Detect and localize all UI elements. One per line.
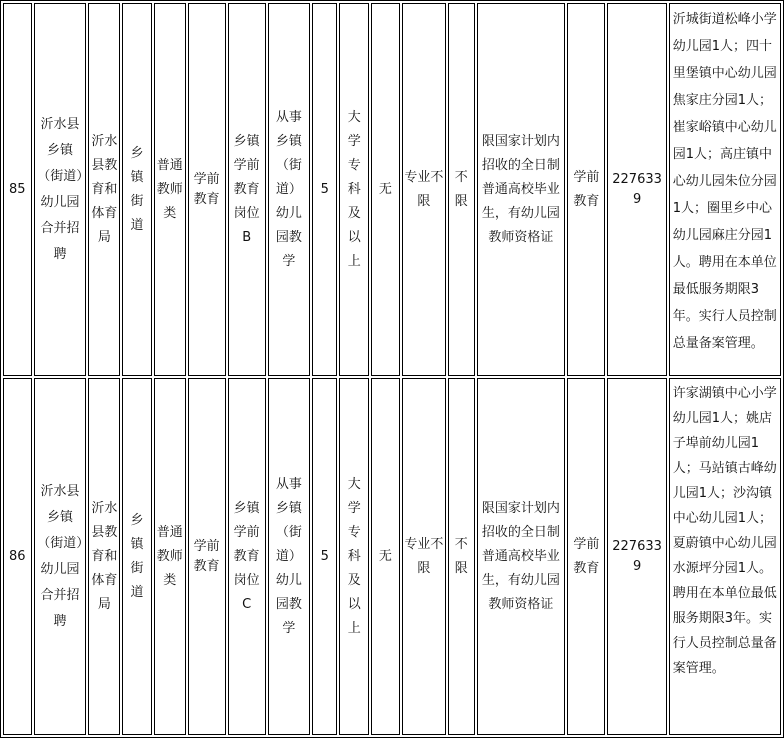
post-name-cell: 学前教育 — [188, 378, 226, 735]
duty-cell: 从事乡镇（街道）幼儿园教学 — [268, 3, 310, 376]
remark-cell: 许家湖镇中心小学幼儿园1人；姚店子埠前幼儿园1人；马站镇古峰幼儿园1人；沙沟镇中心幼儿园1人；夏蔚镇中心幼儿园水源坪分园1人。聘用在本单位最低服务期限3年。实行人员控制总量备案管理。 — [669, 378, 781, 735]
count-cell: 5 — [312, 3, 337, 376]
post-cell: 乡镇学前教育岗位C — [228, 378, 266, 735]
major-cell: 专业不限 — [402, 378, 446, 735]
level-cell: 乡镇街道 — [122, 3, 152, 376]
requirement-cell: 限国家计划内招收的全日制普通高校毕业生，有幼儿园教师资格证 — [477, 378, 566, 735]
unit-cell: 沂水县乡镇（街道）幼儿园合并招聘 — [34, 378, 87, 735]
unit-cell: 沂水县乡镇（街道）幼儿园合并招聘 — [34, 3, 87, 376]
phone-cell: 2276339 — [607, 3, 666, 376]
other-cell: 不限 — [448, 378, 474, 735]
dept-cell: 沂水县教育和体育局 — [88, 3, 120, 376]
major-cell: 专业不限 — [402, 3, 446, 376]
other-cell: 不限 — [448, 3, 474, 376]
requirement-cell: 限国家计划内招收的全日制普通高校毕业生，有幼儿园教师资格证 — [477, 3, 566, 376]
category-cell: 普通教师类 — [154, 3, 186, 376]
category-cell: 普通教师类 — [154, 378, 186, 735]
degree-cell: 无 — [371, 3, 400, 376]
seq-cell: 86 — [3, 378, 32, 735]
dept-cell: 沂水县教育和体育局 — [88, 378, 120, 735]
duty-cell: 从事乡镇（街道）幼儿园教学 — [268, 378, 310, 735]
post-cell: 乡镇学前教育岗位B — [228, 3, 266, 376]
level-cell: 乡镇街道 — [122, 378, 152, 735]
table-row — [3, 378, 781, 735]
degree-cell: 无 — [371, 378, 400, 735]
education-cell: 大学专科及以上 — [339, 378, 369, 735]
subject-cell: 学前教育 — [567, 3, 605, 376]
seq-cell: 85 — [3, 3, 32, 376]
phone-cell: 2276339 — [607, 378, 666, 735]
post-name-cell: 学前教育 — [188, 3, 226, 376]
education-cell: 大学专科及以上 — [339, 3, 369, 376]
subject-cell: 学前教育 — [567, 378, 605, 735]
remark-cell: 沂城街道松峰小学幼儿园1人；四十里堡镇中心幼儿园焦家庄分园1人；崔家峪镇中心幼儿园1人；高庄镇中心幼儿园朱位分园1人；圈里乡中心幼儿园麻庄分园1人。聘用在本单位最低服务期限3年。实行人员控制总量备案管理。 — [669, 3, 781, 376]
table-row — [3, 3, 781, 376]
count-cell: 5 — [312, 378, 337, 735]
